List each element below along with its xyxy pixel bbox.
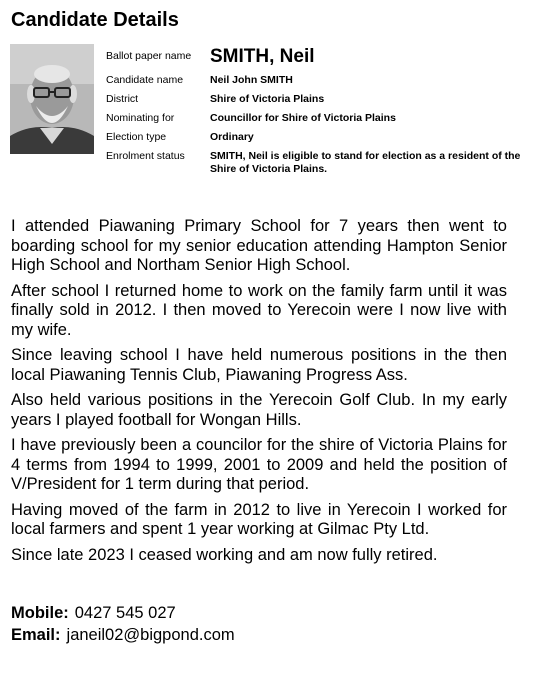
mobile-number: 0427 545 027: [74, 604, 176, 622]
candidate-statement: [11, 217, 507, 571]
detail-value: Councillor for Shire of Victoria Plains: [210, 112, 396, 124]
statement-paragraph: Also held various positions in the Yerecoin Golf Club. In my early years I played football for Wongan Hills.: [11, 391, 507, 429]
detail-row-candidate-name: [106, 71, 546, 90]
detail-value: SMITH, Neil: [210, 45, 315, 67]
candidate-photo: [10, 44, 94, 154]
detail-label: District: [106, 93, 139, 105]
mobile-line: [11, 602, 235, 624]
contact-details: [11, 602, 235, 646]
candidate-details-table: [106, 42, 546, 176]
statement-paragraph: Since leaving school I have held numerous positions in the then local Piawaning Tennis Club, Piawaning Progress Ass.: [11, 346, 507, 384]
detail-label: Election type: [106, 131, 167, 143]
detail-value: SMITH, Neil is eligible to stand for election as a resident of the Shire of Victoria Plains.: [210, 150, 521, 175]
detail-value: Shire of Victoria Plains: [210, 93, 325, 105]
detail-row-district: [106, 90, 546, 109]
detail-label: Ballot paper name: [106, 50, 192, 62]
statement-paragraph: I have previously been a councilor for the shire of Victoria Plains for 4 terms from 1994 to 1999, 2001 to 2009 and held the position of V/President for 1 term during that period.: [11, 436, 507, 493]
statement-paragraph: After school I returned home to work on the family farm until it was finally sold in 2012. I then moved to Yerecoin were I now live with my wife.: [11, 281, 507, 339]
email-label: Email:: [11, 626, 61, 644]
detail-label: Enrolment status: [106, 150, 185, 162]
mobile-label: Mobile:: [11, 604, 69, 622]
statement-paragraph: I attended Piawaning Primary School for 7 years then went to boarding school for my senior education attending Hampton Senior High School and Northam Senior High School.: [11, 217, 507, 274]
detail-label: Nominating for: [106, 112, 175, 124]
statement-paragraph: Having moved of the farm in 2012 to live in Yerecoin I worked for local farmers and spent 1 year working at Gilmac Pty Ltd.: [11, 500, 507, 538]
statement-paragraph: Since late 2023 I ceased working and am now fully retired.: [11, 545, 438, 564]
email-address: janeil02@bigpond.com: [66, 626, 235, 644]
detail-value: Ordinary: [210, 131, 254, 143]
email-line: [11, 624, 235, 646]
detail-row-ballot-name: [106, 42, 546, 71]
detail-row-enrolment-status: [106, 147, 546, 176]
detail-row-nominating-for: [106, 109, 546, 128]
page-title: Candidate Details: [11, 9, 179, 31]
candidate-portrait-image: [10, 44, 94, 154]
detail-row-election-type: [106, 128, 546, 147]
detail-value: Neil John SMITH: [210, 74, 293, 86]
detail-label: Candidate name: [106, 74, 184, 86]
